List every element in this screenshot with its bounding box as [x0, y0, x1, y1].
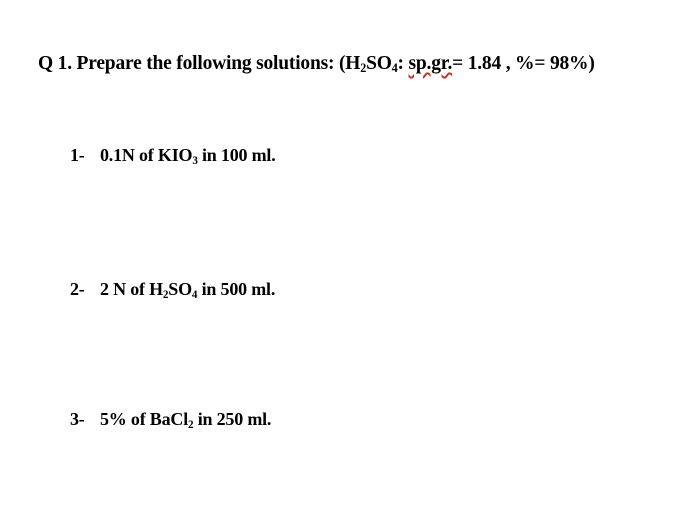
list-item-1	[70, 145, 276, 166]
item-number: 2-	[70, 279, 85, 299]
item-text-end: in 100 ml.	[197, 145, 276, 165]
question-prefix: Q 1. Prepare the following solutions: (H	[38, 53, 361, 74]
question-heading	[38, 53, 595, 75]
subscript: 2	[188, 418, 194, 431]
subscript: 4	[191, 288, 198, 301]
subscript: 2	[162, 288, 169, 301]
item-number: 1-	[70, 145, 85, 165]
list-item-2	[70, 279, 275, 300]
item-text-end: in 500 ml.	[197, 279, 276, 299]
subscript-h2: 2	[360, 61, 367, 76]
item-text-mid: SO	[168, 279, 192, 299]
subscript: 3	[192, 154, 198, 167]
item-text: 5% of BaCl	[100, 409, 189, 429]
list-item-3	[70, 409, 271, 430]
item-text: 2 N of H	[100, 279, 163, 299]
question-so: SO	[366, 53, 392, 74]
subscript-o4: 4	[391, 61, 398, 76]
item-number: 3-	[70, 409, 85, 429]
item-text-end: in 250 ml.	[193, 409, 272, 429]
spell-error-sp-gr[interactable]: sp.gr.	[408, 53, 453, 74]
question-colon: :	[397, 53, 409, 74]
item-text: 0.1N of KIO	[100, 145, 193, 165]
question-suffix: = 1.84 , %= 98%)	[452, 53, 595, 74]
